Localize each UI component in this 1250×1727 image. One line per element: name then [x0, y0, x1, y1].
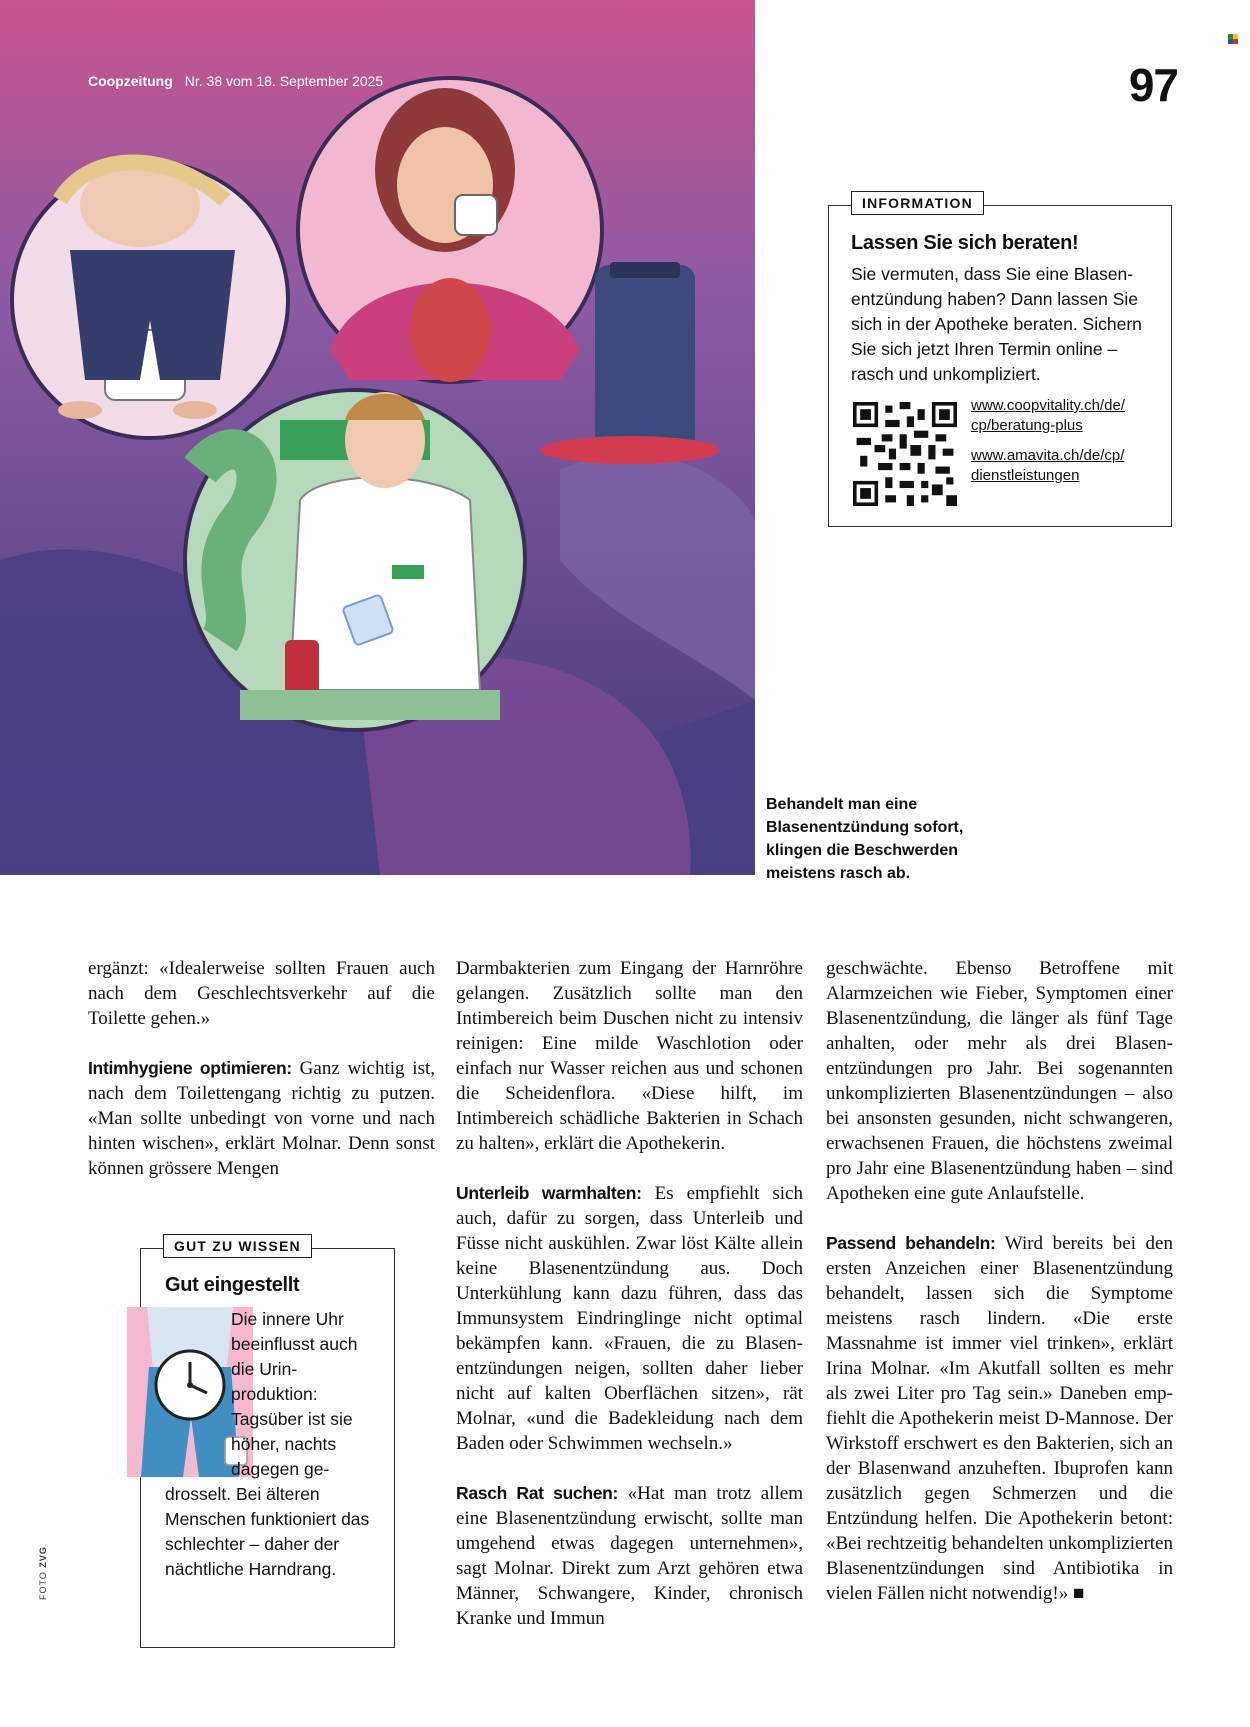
color-mark-icon: [1228, 34, 1238, 44]
article-paragraph: [826, 1231, 1173, 1606]
paragraph-text: Ganz wichtig ist, nach dem Toilettengang richtig zu putzen. «Man sollte unbedingt von vorne und nach hinten wischen», erklärt Molnar. Denn sonst können grössere Mengen: [88, 1058, 435, 1179]
information-tag: INFORMATION: [851, 191, 984, 215]
pharmacist-scene: [185, 390, 525, 730]
page-number: 97: [1128, 59, 1178, 111]
paragraph-text: Wird bereits bei den ersten Anzeichen einer Blasenentzündung behandelt, lassen sich die Symptome meistens rasch lindern. «Die erste Massnahme ist immer viel trinken», erklärt Irina Molnar. «Im Akutfall sollten es mehr als zwei Liter pro Tag sein.» Daneben empfiehlt die Apothekerin meist D-Mannose. Der Wirkstoff erschwert es den Bakterien, sich an der Blasenwand anzuheften. Ibuprofen kann zusätzlich gegen Schmerzen und die Entzündung helfen. Die Apothekerin betont: «Bei rechtzeitig behandelten unkomplizierten Blasenentzündungen sind Antibiotika in vielen Fällen nicht notwendig!» ■: [826, 1233, 1173, 1604]
article-column-2: [456, 956, 803, 1656]
coopvitality-link-line1[interactable]: www.coopvitality.ch/de/: [971, 397, 1125, 414]
toilet-scene: [12, 162, 288, 438]
woman-drinking-scene: [298, 78, 602, 382]
masthead-brand: Coopzeitung: [88, 73, 173, 89]
article-column-3: [826, 956, 1173, 1631]
article-paragraph: geschwächte. Ebenso Betroffene mit Alarmzeichen wie Fieber, Symptomen einer Blasenentzündung, die länger als fünf Tage anhalten, oder mehr als drei Blasenentzündungen pro Jahr. Bei sogenannten unkomplizierten Blasenentzündungen – also bei ansonsten gesunden, nicht schwangeren, erwachsenen Frauen, die höchstens zweimal pro Jahr eine Blasenentzündung haben – sind Apotheken eine gute Anlaufstelle.: [826, 958, 1173, 1204]
subheading: Intimhygiene optimieren:: [88, 1058, 292, 1078]
information-box: [828, 195, 1172, 527]
masthead: [88, 73, 383, 89]
paragraph-text: «Hat man trotz allem eine Blasenentzündung erwischt, sollte man umgehend etwas dagegen unternehmen», sagt Molnar. Direkt zum Arzt gehören etwa Männer, Schwangere, Kinder, chronisch Kranke und Immun: [456, 1483, 803, 1629]
coopvitality-link[interactable]: [971, 396, 1171, 436]
gut-zu-wissen-box: [140, 1238, 395, 1648]
article-column-1: [88, 956, 435, 1206]
illustration-artwork: [0, 0, 755, 875]
masthead-issue: Nr. 38 vom 18. September 2025: [184, 73, 384, 89]
image-caption: Behandelt man eine Blasenentzündung sofort, klingen die Beschwerden meistens rasch ab.: [766, 796, 964, 882]
photo-credit-source: ZVG: [38, 1546, 48, 1568]
paragraph-text: Es empfiehlt sich auch, dafür zu sorgen, dass Unterleib und Füsse nicht auskühlen. Zwar löst Kälte allein keine Blasenentzündung aus. Doch Unterkühlung kann dazu führen, dass das Immunsystem Eindringlinge nicht optimal bekämpfen kann. «Frauen, die zu Blasenentzündungen neigen, sollten daher lieber nicht auf kalten Oberflächen sitzen», rät Molnar, «und die Badekleidung nach dem Baden oder Schwimmen wechseln.»: [456, 1183, 803, 1454]
photo-credit-label: FOTO: [38, 1571, 48, 1600]
gut-zu-wissen-body: [165, 1307, 371, 1582]
amavita-link-line1[interactable]: www.amavita.ch/de/cp/: [971, 447, 1125, 464]
amavita-link-line2[interactable]: dienstleistungen: [971, 467, 1080, 484]
article-illustration: [0, 0, 755, 875]
clock-illustration: [127, 1307, 223, 1477]
article-paragraph: [456, 1181, 803, 1456]
qr-code-icon[interactable]: [853, 402, 957, 506]
gut-zu-wissen-title: Gut eingestellt: [165, 1274, 300, 1296]
information-text: Sie vermuten, dass Sie eine Blasenentzündung haben? Dann lassen Sie sich in der Apotheke beraten. Sichern Sie sich jetzt Ihren Termin online – rasch und unkompliziert.: [851, 264, 1142, 384]
photo-credit: [38, 1546, 48, 1600]
information-title: Lassen Sie sich beraten!: [851, 232, 1079, 254]
gut-zu-wissen-text: Die innere Uhr beeinflusst auch die Urinproduktion: Tagsüber ist sie höher, nachts dagegen gedrosselt. Bei älteren Menschen funktioniert das schlechter – daher der nächtliche Harndrang.: [165, 1309, 370, 1579]
article-paragraph: [88, 1056, 435, 1181]
subheading: Rasch Rat suchen:: [456, 1483, 619, 1503]
coopvitality-link-line2[interactable]: cp/beratung-plus: [971, 417, 1083, 434]
gut-zu-wissen-tag: GUT ZU WISSEN: [163, 1234, 312, 1258]
amavita-link[interactable]: [971, 446, 1171, 486]
subheading: Passend behandeln:: [826, 1233, 996, 1253]
article-paragraph: [456, 1481, 803, 1631]
article-paragraph: ergänzt: «Idealerweise sollten Frauen auch nach dem Geschlechtsverkehr auf die Toilette gehen.»: [88, 958, 435, 1029]
subheading: Unterleib warmhalten:: [456, 1183, 642, 1203]
article-paragraph: Darmbakterien zum Eingang der Harnröhre gelangen. Zusätzlich sollte man den Intimbereich beim Duschen nicht zu intensiv reinigen: Eine milde Waschlotion oder einfach nur Wasser reichen aus und schonen die Scheidenflora. «Diese hilft, im Intimbereich schädliche Bakterien in Schach zu halten», erklärt die Apothekerin.: [456, 958, 803, 1154]
